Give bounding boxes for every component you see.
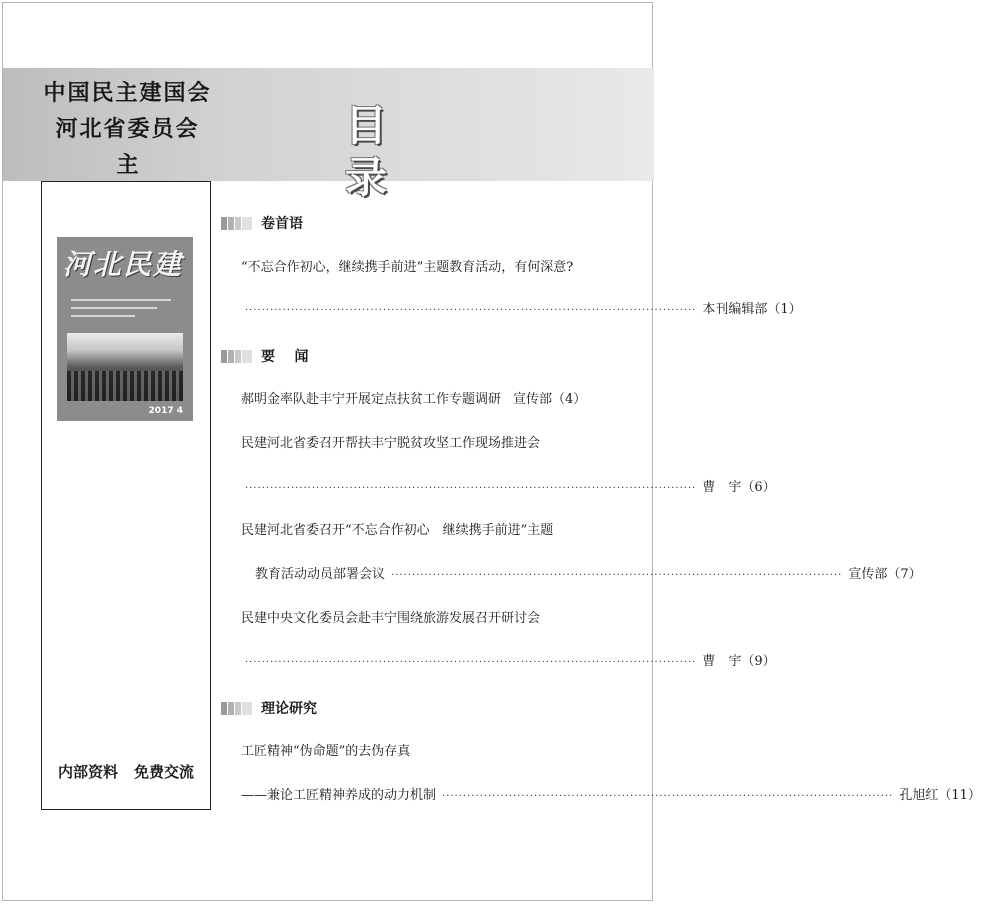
distribution-note <box>41 761 211 782</box>
magazine-cover-image <box>57 237 193 421</box>
toc-entry[interactable] <box>241 787 981 806</box>
toc-entry-page: （4） <box>552 392 587 407</box>
toc-entry-page: （1） <box>767 302 802 317</box>
publisher-line-3: 主 <box>116 153 179 178</box>
toc-entry-author: 宣传部 <box>513 392 553 407</box>
toc-entry-author: 曹 宇 <box>702 480 742 495</box>
section-marker-icon <box>221 350 253 363</box>
dot-leader: ············································································································ <box>245 657 697 668</box>
toc-entry-subtitle: ——兼论工匠精神养成的动力机制 <box>241 788 437 803</box>
dot-leader: ············································································································ <box>442 791 894 802</box>
cover-photo <box>67 333 183 401</box>
toc-entry-leader[interactable] <box>245 301 802 320</box>
cover-issue-mark: 2017 4 <box>148 406 183 416</box>
free-exchange-label: 免费交流 <box>134 763 195 781</box>
publisher-line-1: 中国民主建国会 <box>43 81 212 106</box>
dot-leader: ············································································································ <box>245 483 697 494</box>
toc-entry-title[interactable]: 工匠精神“伪命题”的去伪存真 <box>241 744 411 759</box>
toc-entry-page: （6） <box>741 480 776 495</box>
toc-entry[interactable] <box>255 566 922 585</box>
toc-title: 目录 <box>345 101 444 202</box>
internal-material-label: 内部资料 <box>57 763 118 781</box>
section-marker-icon <box>221 217 253 230</box>
toc-entry-author: 宣传部 <box>848 567 888 582</box>
toc-entry-leader[interactable] <box>245 479 776 498</box>
section-heading <box>221 345 309 367</box>
toc-entry-title[interactable]: 民建河北省委召开帮扶丰宁脱贫攻坚工作现场推进会 <box>241 436 541 451</box>
toc-entry-page: （11） <box>938 788 981 803</box>
toc-entry-title[interactable]: “不忘合作初心，继续携手前进”主题教育活动，有何深意? <box>241 260 574 275</box>
section-marker-icon <box>221 702 253 715</box>
section-title: 卷首语 <box>261 216 303 232</box>
cover-masthead: 河北民建 <box>63 248 184 281</box>
toc-entry-author: 孔旭红 <box>899 788 939 803</box>
cover-text-line <box>71 315 135 317</box>
toc-entry-author: 本刊编辑部 <box>702 302 768 317</box>
toc-entry-title-cont: 教育活动动员部署会议 <box>255 567 386 582</box>
toc-entry-leader[interactable] <box>245 653 776 672</box>
cover-text-line <box>71 307 157 309</box>
toc-entry-title[interactable]: 民建中央文化委员会赴丰宁围绕旅游发展召开研讨会 <box>241 611 541 626</box>
toc-entry-author: 曹 宇 <box>702 654 742 669</box>
toc-entry-title: 郝明金率队赴丰宁开展定点扶贫工作专题调研 <box>241 392 502 407</box>
section-heading <box>221 212 303 234</box>
cover-text-line <box>71 299 171 301</box>
dot-leader: ············································································································ <box>245 305 697 316</box>
toc-entry-page: （9） <box>741 654 776 669</box>
section-title: 要 闻 <box>261 349 309 365</box>
dot-leader: ············································································································ <box>391 570 843 581</box>
toc-entry-page: （7） <box>887 567 922 582</box>
toc-entry-title[interactable]: 民建河北省委召开“不忘合作初心 继续携手前进”主题 <box>241 523 554 538</box>
toc-entry[interactable] <box>241 391 585 410</box>
publisher-line-2: 河北省委员会 <box>55 117 200 142</box>
section-heading <box>221 697 317 719</box>
section-title: 理论研究 <box>261 701 317 717</box>
